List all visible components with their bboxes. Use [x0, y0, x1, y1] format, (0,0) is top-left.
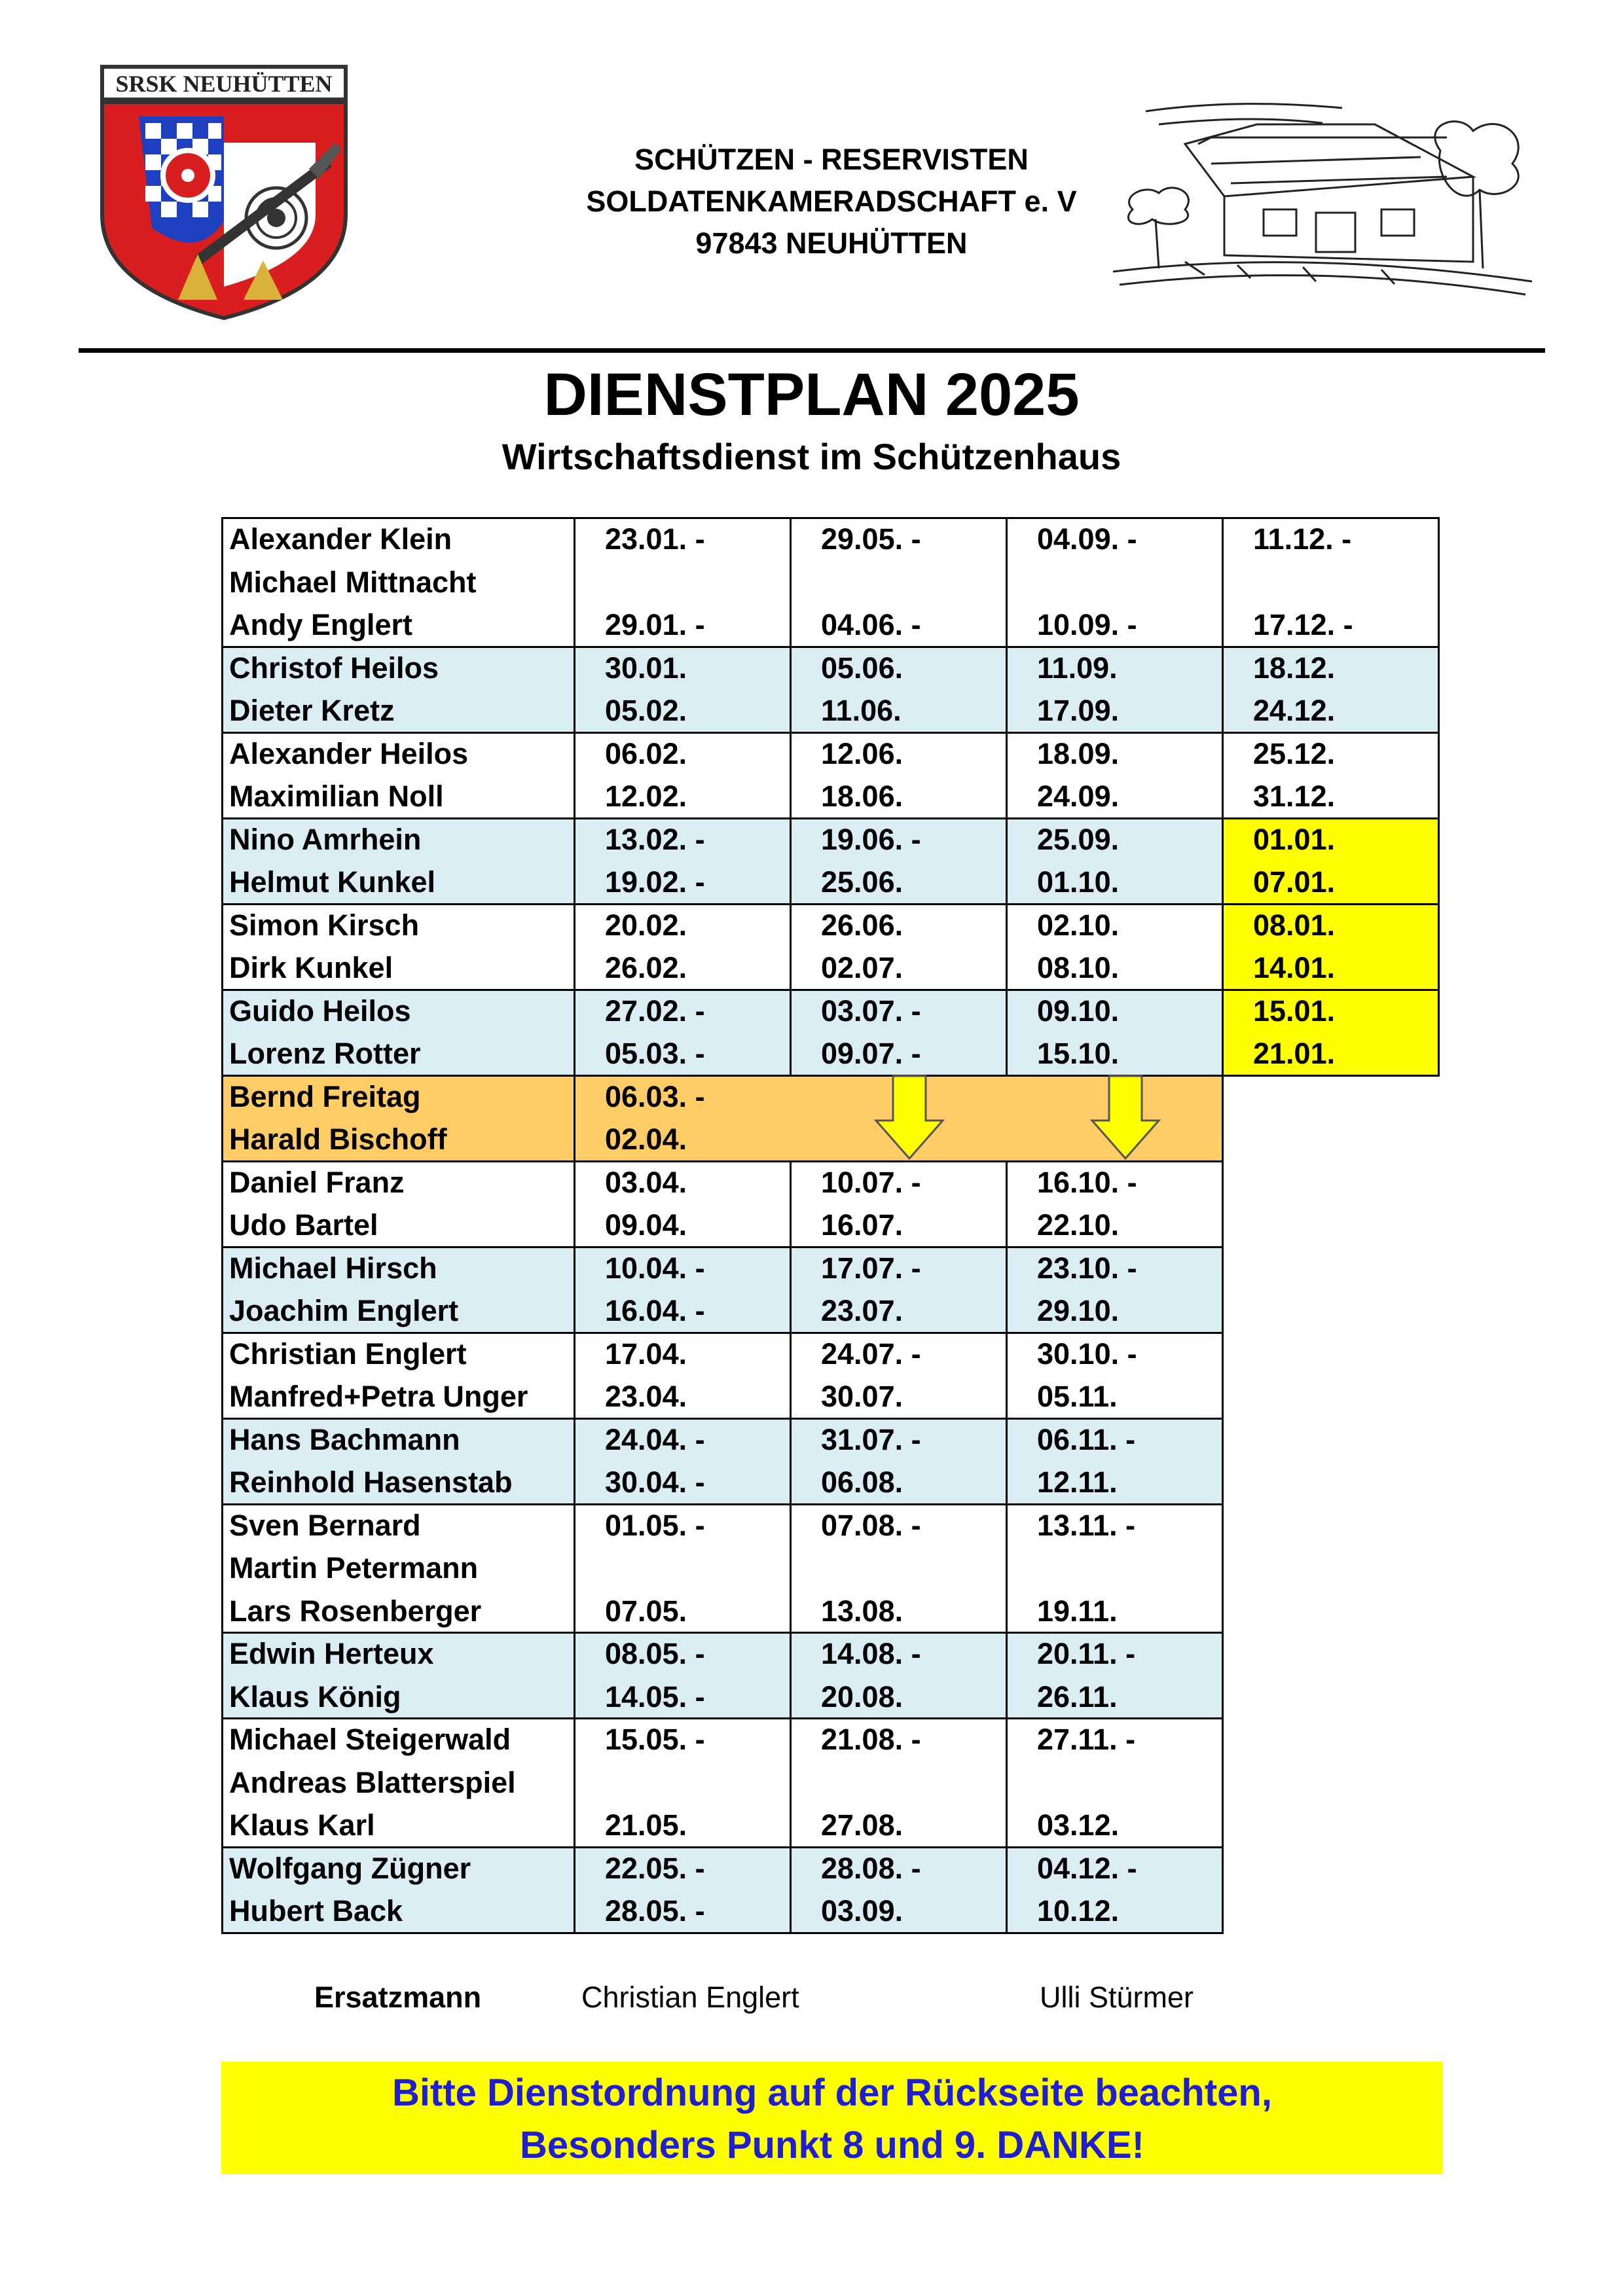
date-end: 05.11. — [1037, 1380, 1118, 1413]
date-end: 26.02. — [605, 951, 687, 984]
date-start: 30.01. — [605, 651, 687, 685]
date-start: 11.12. - — [1253, 522, 1352, 556]
notice-line-1: Bitte Dienstordnung auf der Rückseite beachten, — [392, 2072, 1272, 2114]
date-start: 25.09. — [1037, 822, 1120, 856]
crest-text: SRSK NEUHÜTTEN — [115, 71, 333, 97]
member-name: Martin Petermann — [229, 1551, 479, 1585]
date-end: 03.09. — [821, 1894, 903, 1928]
member-name: Joachim Englert — [229, 1294, 459, 1327]
date-start: 06.03. - — [605, 1079, 705, 1113]
member-name: Alexander Klein — [229, 522, 452, 556]
date-start: 13.02. - — [605, 822, 705, 856]
member-name: Daniel Franz — [229, 1165, 405, 1199]
org-name-line-3: 97843 NEUHÜTTEN — [695, 226, 968, 260]
date-end: 17.09. — [1037, 694, 1120, 727]
date-start: 11.09. — [1037, 651, 1118, 685]
date-end: 09.07. - — [821, 1037, 921, 1070]
date-start: 27.11. - — [1037, 1723, 1136, 1756]
date-end: 12.11. — [1037, 1465, 1118, 1499]
date-start: 21.08. - — [821, 1723, 921, 1756]
member-name: Hans Bachmann — [229, 1422, 460, 1456]
date-end: 05.03. - — [605, 1037, 705, 1070]
date-end: 28.05. - — [605, 1894, 705, 1928]
member-name: Andy Englert — [229, 608, 413, 641]
date-end: 14.05. - — [605, 1679, 705, 1713]
member-name: Harald Bischoff — [229, 1122, 447, 1156]
date-start: 14.08. - — [821, 1637, 921, 1670]
member-name: Dirk Kunkel — [229, 951, 393, 984]
member-name: Klaus König — [229, 1679, 401, 1713]
date-end: 10.09. - — [1037, 608, 1137, 641]
date-start: 12.06. — [821, 736, 903, 770]
date-start: 06.11. - — [1037, 1422, 1136, 1456]
page-subtitle: Wirtschaftsdienst im Schützenhaus — [501, 436, 1122, 477]
member-name: Maximilian Noll — [229, 780, 444, 813]
date-end: 08.10. — [1037, 951, 1120, 984]
date-start: 26.06. — [821, 908, 903, 942]
date-start: 15.01. — [1253, 994, 1336, 1028]
date-start: 08.05. - — [605, 1637, 705, 1670]
date-start: 18.09. — [1037, 736, 1120, 770]
date-start: 17.07. - — [821, 1251, 921, 1285]
date-end: 17.12. - — [1253, 608, 1353, 641]
date-start: 07.08. - — [821, 1508, 921, 1542]
member-name: Sven Bernard — [229, 1508, 421, 1542]
member-name: Dieter Kretz — [229, 694, 395, 727]
member-name: Michael Hirsch — [229, 1251, 437, 1285]
date-start: 10.04. - — [605, 1251, 705, 1285]
member-name: Edwin Herteux — [229, 1637, 434, 1670]
date-end: 02.04. — [605, 1122, 687, 1156]
member-name: Hubert Back — [229, 1894, 403, 1928]
date-start: 08.01. — [1253, 908, 1336, 942]
date-end: 27.08. — [821, 1808, 903, 1842]
date-end: 19.11. — [1037, 1594, 1118, 1628]
date-start: 27.02. - — [605, 994, 705, 1028]
member-name: Helmut Kunkel — [229, 865, 436, 899]
date-start: 02.10. — [1037, 908, 1120, 942]
date-start: 19.06. - — [821, 822, 921, 856]
date-start: 18.12. — [1253, 651, 1336, 685]
member-name: Manfred+Petra Unger — [229, 1380, 528, 1413]
date-end: 16.07. — [821, 1208, 903, 1242]
date-end: 09.04. — [605, 1208, 687, 1242]
date-start: 05.06. — [821, 651, 903, 685]
date-start: 23.01. - — [605, 522, 705, 556]
date-start: 28.08. - — [821, 1851, 921, 1885]
date-start: 29.05. - — [821, 522, 921, 556]
date-start: 01.01. — [1253, 822, 1336, 856]
member-name: Michael Mittnacht — [229, 565, 477, 599]
member-name: Wolfgang Zügner — [229, 1851, 471, 1885]
member-name: Christof Heilos — [229, 651, 439, 685]
date-end: 23.07. — [821, 1294, 903, 1327]
member-name: Guido Heilos — [229, 994, 411, 1028]
date-end: 05.02. — [605, 694, 687, 727]
date-start: 17.04. — [605, 1336, 687, 1371]
date-start: 24.07. - — [821, 1336, 921, 1371]
date-end: 18.06. — [821, 780, 903, 813]
date-end: 14.01. — [1253, 951, 1336, 984]
date-end: 20.08. — [821, 1679, 903, 1713]
org-name-line-1: SCHÜTZEN - RESERVISTEN — [634, 143, 1029, 176]
ersatz-person-1: Christian Englert — [581, 1981, 799, 2014]
date-end: 30.04. - — [605, 1465, 705, 1499]
date-start: 04.09. - — [1037, 522, 1137, 556]
member-name: Klaus Karl — [229, 1808, 375, 1842]
date-end: 29.10. — [1037, 1294, 1120, 1327]
date-start: 22.05. - — [605, 1851, 705, 1885]
date-end: 22.10. — [1037, 1208, 1120, 1242]
date-start: 31.07. - — [821, 1422, 921, 1456]
member-name: Lorenz Rotter — [229, 1037, 421, 1070]
date-start: 04.12. - — [1037, 1851, 1137, 1885]
date-start: 20.11. - — [1037, 1637, 1136, 1670]
date-start: 30.10. - — [1037, 1336, 1137, 1371]
date-end: 02.07. — [821, 951, 903, 984]
date-start: 03.07. - — [821, 994, 921, 1028]
member-name: Reinhold Hasenstab — [229, 1465, 513, 1499]
date-end: 15.10. — [1037, 1037, 1120, 1070]
date-start: 23.10. - — [1037, 1251, 1137, 1285]
date-end: 24.12. — [1253, 694, 1336, 727]
continuation-arrow-icon — [873, 1073, 945, 1161]
date-end: 23.04. — [605, 1380, 687, 1413]
member-name: Nino Amrhein — [229, 822, 422, 856]
date-start: 13.11. - — [1037, 1508, 1136, 1542]
date-end: 11.06. — [821, 694, 902, 727]
date-end: 21.05. — [605, 1808, 687, 1842]
notice-banner — [221, 2062, 1443, 2174]
date-end: 26.11. — [1037, 1679, 1118, 1713]
date-end: 10.12. — [1037, 1894, 1120, 1928]
member-name: Michael Steigerwald — [229, 1723, 511, 1756]
date-end: 07.01. — [1253, 865, 1336, 899]
date-end: 31.12. — [1253, 780, 1336, 813]
member-name: Andreas Blatterspiel — [229, 1765, 516, 1799]
date-end: 29.01. - — [605, 608, 705, 641]
date-end: 12.02. — [605, 780, 687, 813]
date-start: 06.02. — [605, 736, 687, 770]
date-end: 16.04. - — [605, 1294, 705, 1327]
date-end: 13.08. — [821, 1594, 903, 1628]
member-name: Christian Englert — [229, 1336, 467, 1371]
date-end: 24.09. — [1037, 780, 1120, 813]
member-name: Alexander Heilos — [229, 736, 469, 770]
org-name-line-2: SOLDATENKAMERADSCHAFT e. V — [586, 185, 1077, 218]
date-end: 01.10. — [1037, 865, 1120, 899]
page-title: DIENSTPLAN 2025 — [543, 361, 1080, 428]
continuation-arrow-icon — [1089, 1073, 1161, 1161]
date-start: 16.10. - — [1037, 1165, 1137, 1199]
date-start: 03.04. — [605, 1165, 687, 1199]
date-end: 03.12. — [1037, 1808, 1120, 1842]
date-end: 25.06. — [821, 865, 903, 899]
date-start: 01.05. - — [605, 1508, 705, 1542]
date-start: 20.02. — [605, 908, 687, 942]
member-name: Bernd Freitag — [229, 1079, 421, 1113]
ersatz-person-2: Ulli Stürmer — [1040, 1981, 1194, 2014]
date-start: 10.07. - — [821, 1165, 921, 1199]
ersatz-label: Ersatzmann — [314, 1981, 482, 2014]
date-end: 07.05. — [605, 1594, 687, 1628]
date-end: 19.02. - — [605, 865, 705, 899]
date-start: 24.04. - — [605, 1422, 705, 1456]
date-start: 25.12. — [1253, 736, 1336, 770]
member-name: Lars Rosenberger — [229, 1594, 482, 1628]
member-name: Simon Kirsch — [229, 908, 420, 942]
notice-line-2: Besonders Punkt 8 und 9. DANKE! — [520, 2124, 1144, 2166]
date-end: 21.01. — [1253, 1037, 1336, 1070]
date-end: 04.06. - — [821, 608, 921, 641]
date-start: 09.10. — [1037, 994, 1120, 1028]
date-end: 30.07. — [821, 1380, 903, 1413]
member-name: Udo Bartel — [229, 1208, 378, 1242]
date-start: 15.05. - — [605, 1723, 705, 1756]
date-end: 06.08. — [821, 1465, 903, 1499]
